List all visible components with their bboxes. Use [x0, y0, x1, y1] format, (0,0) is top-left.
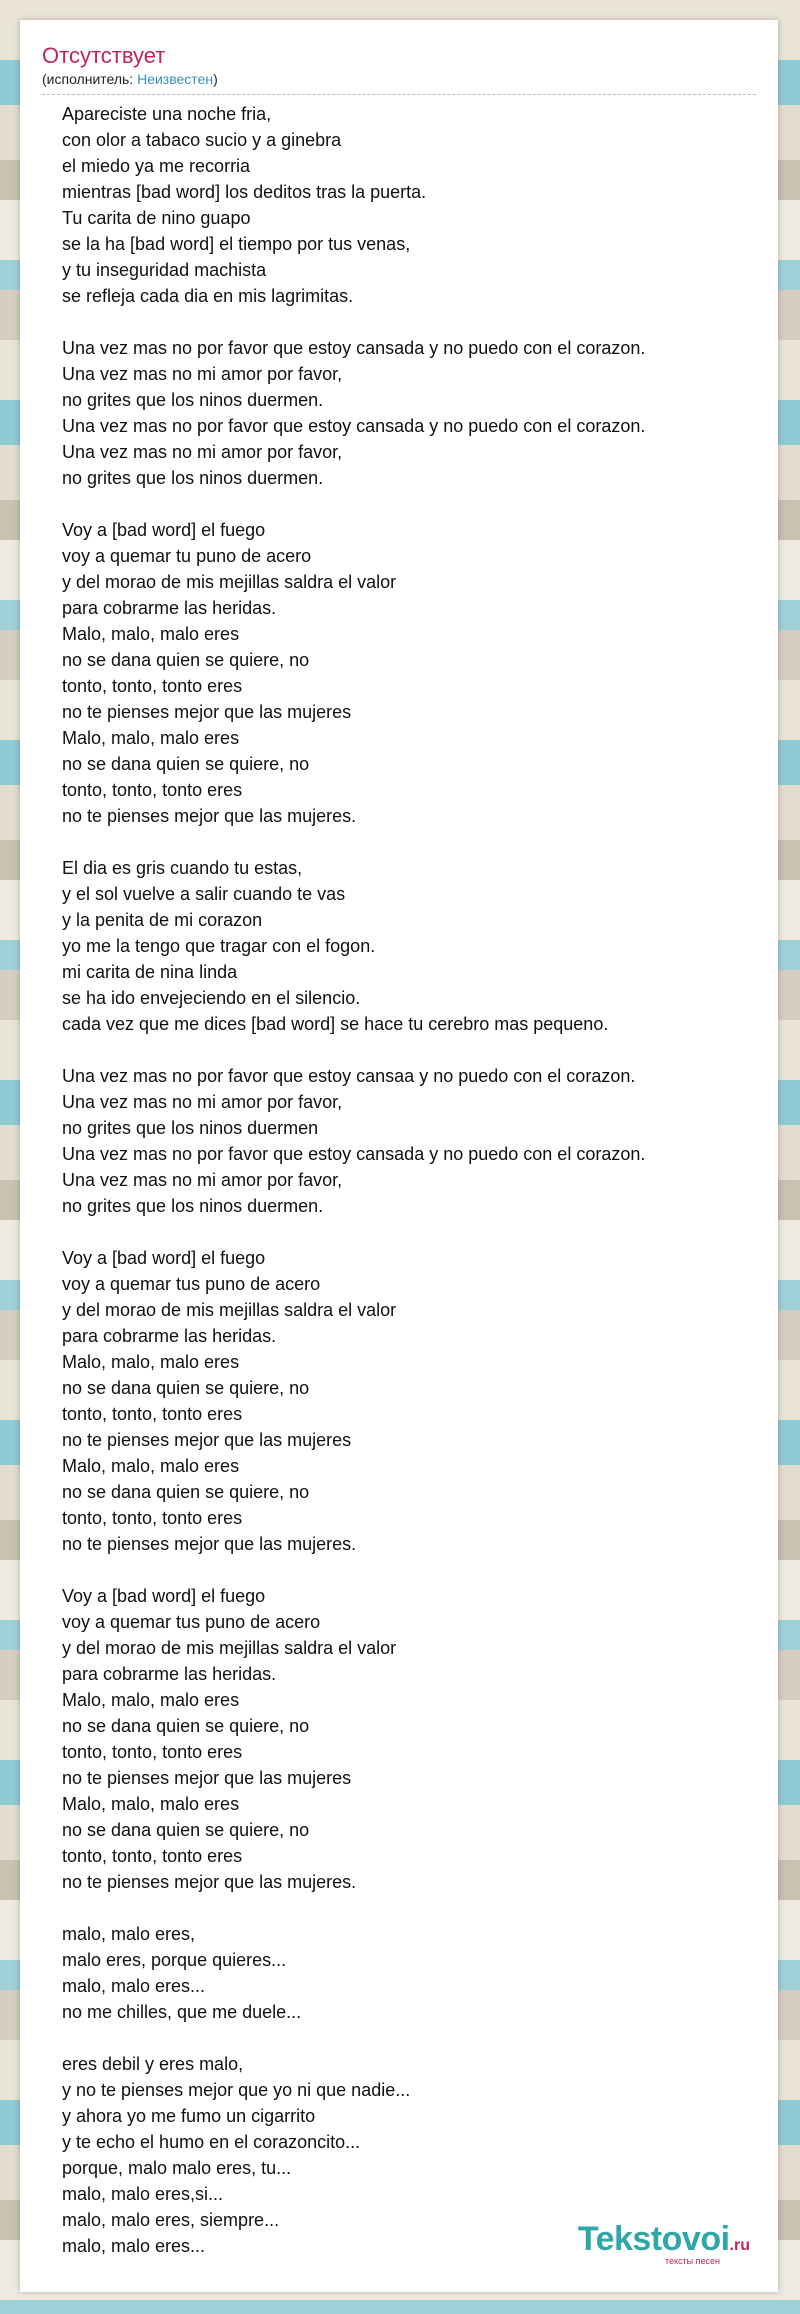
lyric-line: malo, malo eres, — [62, 1924, 196, 1944]
lyric-line: y ahora yo me fumo un cigarrito — [62, 2106, 316, 2126]
lyric-line: Una vez mas no por favor que estoy cansada y no puedo con el corazon. — [62, 338, 646, 358]
lyric-line: porque, malo malo eres, tu... — [62, 2158, 292, 2178]
site-logo[interactable] — [578, 2222, 750, 2266]
lyric-line: y no te pienses mejor que yo ni que nadie... — [62, 2080, 411, 2100]
lyric-line: se la ha [bad word] el tiempo por tus venas, — [62, 234, 411, 254]
lyric-line: y del morao de mis mejillas saldra el valor — [62, 1638, 397, 1658]
lyric-line: tonto, tonto, tonto eres — [62, 1508, 243, 1528]
lyric-line — [62, 1895, 756, 1921]
lyric-line — [62, 2025, 756, 2051]
lyric-line: Voy a [bad word] el fuego — [62, 1248, 266, 1268]
lyric-line: Una vez mas no mi amor por favor, — [62, 1170, 343, 1190]
lyric-line: no te pienses mejor que las mujeres — [62, 1768, 352, 1788]
lyric-line: se ha ido envejeciendo en el silencio. — [62, 988, 361, 1008]
lyric-line: Malo, malo, malo eres — [62, 1794, 240, 1814]
lyric-line: mientras [bad word] los deditos tras la puerta. — [62, 182, 427, 202]
lyric-line: no grites que los ninos duermen. — [62, 468, 324, 488]
lyric-line: no se dana quien se quiere, no — [62, 650, 310, 670]
lyric-line: para cobrarme las heridas. — [62, 1664, 277, 1684]
lyric-line: no se dana quien se quiere, no — [62, 1716, 310, 1736]
lyric-line — [62, 829, 756, 855]
lyric-line: y tu inseguridad machista — [62, 260, 267, 280]
lyric-line: malo, malo eres... — [62, 2236, 206, 2256]
lyric-line: no grites que los ninos duermen. — [62, 390, 324, 410]
lyric-line: y el sol vuelve a salir cuando te vas — [62, 884, 346, 904]
lyric-line: Malo, malo, malo eres — [62, 1352, 240, 1372]
lyric-line: no se dana quien se quiere, no — [62, 1378, 310, 1398]
lyric-line: Una vez mas no por favor que estoy cansaa y no puedo con el corazon. — [62, 1066, 636, 1086]
lyric-line: con olor a tabaco sucio y a ginebra — [62, 130, 342, 150]
lyric-line: no te pienses mejor que las mujeres — [62, 1430, 352, 1450]
lyric-line: voy a quemar tus puno de acero — [62, 1274, 321, 1294]
lyric-line: eres debil y eres malo, — [62, 2054, 244, 2074]
lyric-line: Una vez mas no mi amor por favor, — [62, 1092, 343, 1112]
lyric-line — [62, 1037, 756, 1063]
lyric-line: mi carita de nina linda — [62, 962, 238, 982]
lyric-line: malo, malo eres, siempre... — [62, 2210, 280, 2230]
lyrics-card — [20, 20, 778, 2292]
artist-line — [42, 70, 756, 95]
lyric-line: voy a quemar tu puno de acero — [62, 546, 312, 566]
lyric-line — [62, 491, 756, 517]
lyric-line: malo, malo eres,si... — [62, 2184, 224, 2204]
lyric-line: voy a quemar tus puno de acero — [62, 1612, 321, 1632]
lyric-line: y del morao de mis mejillas saldra el valor — [62, 1300, 397, 1320]
lyric-line: malo eres, porque quieres... — [62, 1950, 287, 1970]
lyric-line — [62, 1219, 756, 1245]
lyric-line: tonto, tonto, tonto eres — [62, 1846, 243, 1866]
lyric-line: Malo, malo, malo eres — [62, 624, 240, 644]
lyric-line: y la penita de mi corazon — [62, 910, 263, 930]
lyric-line: Apareciste una noche fria, — [62, 104, 272, 124]
lyric-line: tonto, tonto, tonto eres — [62, 1404, 243, 1424]
lyric-line: malo, malo eres... — [62, 1976, 206, 1996]
lyric-line: Malo, malo, malo eres — [62, 1456, 240, 1476]
lyric-line: no te pienses mejor que las mujeres. — [62, 1872, 357, 1892]
lyric-line: Una vez mas no mi amor por favor, — [62, 442, 343, 462]
lyric-line: Voy a [bad word] el fuego — [62, 1586, 266, 1606]
song-title: Отсутствует — [42, 43, 166, 68]
lyric-line: para cobrarme las heridas. — [62, 1326, 277, 1346]
lyric-line: Malo, malo, malo eres — [62, 728, 240, 748]
lyric-line: tonto, tonto, tonto eres — [62, 780, 243, 800]
lyrics-text — [42, 101, 756, 2259]
lyric-line: no te pienses mejor que las mujeres — [62, 702, 352, 722]
lyric-line — [62, 309, 756, 335]
logo-tagline: тексты песен — [664, 2256, 720, 2266]
lyric-line: Malo, malo, malo eres — [62, 1690, 240, 1710]
lyric-line: no se dana quien se quiere, no — [62, 754, 310, 774]
lyric-line: y del morao de mis mejillas saldra el valor — [62, 572, 397, 592]
artist-link[interactable]: Неизвестен — [137, 71, 214, 87]
lyric-line: no grites que los ninos duermen. — [62, 1196, 324, 1216]
lyric-line: no se dana quien se quiere, no — [62, 1820, 310, 1840]
lyric-line: Una vez mas no por favor que estoy cansada y no puedo con el corazon. — [62, 1144, 646, 1164]
lyric-line: Una vez mas no mi amor por favor, — [62, 364, 343, 384]
lyric-line: cada vez que me dices [bad word] se hace tu cerebro mas pequeno. — [62, 1014, 609, 1034]
lyric-line: no se dana quien se quiere, no — [62, 1482, 310, 1502]
lyric-line — [62, 1557, 756, 1583]
lyric-line: no te pienses mejor que las mujeres. — [62, 806, 357, 826]
logo-tld: .ru — [729, 2237, 750, 2254]
lyric-line: yo me la tengo que tragar con el fogon. — [62, 936, 376, 956]
artist-prefix: (исполнитель: — [42, 71, 138, 87]
lyric-line: no grites que los ninos duermen — [62, 1118, 319, 1138]
lyric-line: Una vez mas no por favor que estoy cansada y no puedo con el corazon. — [62, 416, 646, 436]
lyric-line: tonto, tonto, tonto eres — [62, 676, 243, 696]
artist-suffix: ) — [213, 71, 218, 87]
lyric-line: Tu carita de nino guapo — [62, 208, 251, 228]
lyric-line: tonto, tonto, tonto eres — [62, 1742, 243, 1762]
lyric-line: para cobrarme las heridas. — [62, 598, 277, 618]
lyric-line: El dia es gris cuando tu estas, — [62, 858, 303, 878]
lyric-line: el miedo ya me recorria — [62, 156, 251, 176]
lyric-line: se refleja cada dia en mis lagrimitas. — [62, 286, 354, 306]
lyric-line: Voy a [bad word] el fuego — [62, 520, 266, 540]
logo-brand: Tekstovoi — [577, 2220, 730, 2258]
lyric-line: no te pienses mejor que las mujeres. — [62, 1534, 357, 1554]
lyric-line: y te echo el humo en el corazoncito... — [62, 2132, 361, 2152]
lyric-line: no me chilles, que me duele... — [62, 2002, 302, 2022]
